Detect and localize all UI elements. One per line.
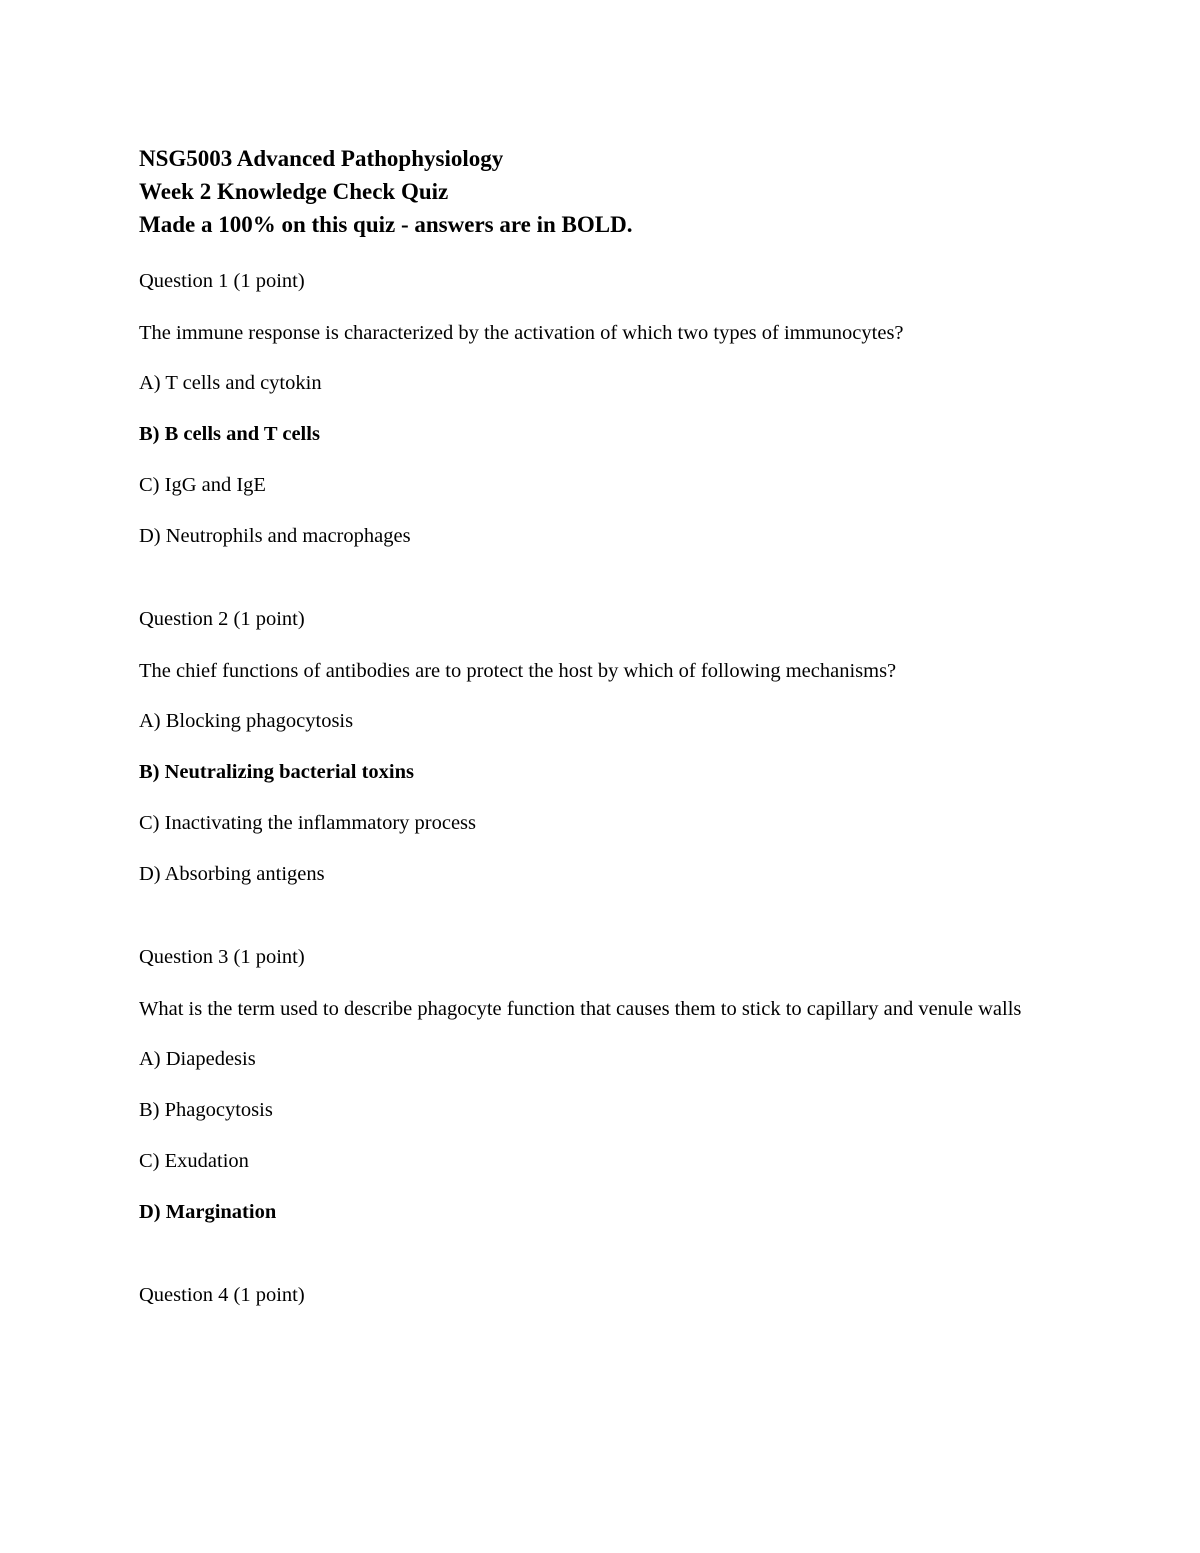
question-text: The immune response is characterized by the activation of which two types of immunocytes? <box>139 322 904 344</box>
question-title: Question 4 (1 point) <box>139 1284 305 1306</box>
question-1 <box>139 267 1039 550</box>
option-b: B) Phagocytosis <box>139 1099 273 1121</box>
question-4 <box>139 1281 1039 1309</box>
document-content <box>139 142 1039 1332</box>
option-a: A) T cells and cytokin <box>139 372 322 394</box>
option-c: C) IgG and IgE <box>139 474 266 496</box>
question-title: Question 2 (1 point) <box>139 608 305 630</box>
option-c: C) Inactivating the inflammatory process <box>139 812 477 834</box>
quiz-title: Week 2 Knowledge Check Quiz <box>139 179 449 204</box>
document-header <box>139 142 1039 241</box>
course-title: NSG5003 Advanced Pathophysiology <box>139 146 504 171</box>
option-b-correct: B) Neutralizing bacterial toxins <box>139 761 415 783</box>
spacer <box>139 1249 1039 1281</box>
question-text: The chief functions of antibodies are to protect the host by which of following mechanisms? <box>139 660 897 682</box>
option-d: D) Absorbing antigens <box>139 863 325 885</box>
quiz-note: Made a 100% on this quiz - answers are in BOLD. <box>139 212 633 237</box>
option-c: C) Exudation <box>139 1150 249 1172</box>
option-b-correct: B) B cells and T cells <box>139 423 320 445</box>
question-title: Question 3 (1 point) <box>139 946 305 968</box>
option-a: A) Diapedesis <box>139 1048 256 1070</box>
option-d: D) Neutrophils and macrophages <box>139 525 411 547</box>
question-text: What is the term used to describe phagocyte function that causes them to stick to capillary and venule walls <box>139 998 1022 1020</box>
question-3 <box>139 943 1039 1226</box>
spacer <box>139 573 1039 605</box>
question-2 <box>139 605 1039 888</box>
option-d-correct: D) Margination <box>139 1201 277 1223</box>
option-a: A) Blocking phagocytosis <box>139 710 354 732</box>
question-title: Question 1 (1 point) <box>139 270 305 292</box>
spacer <box>139 911 1039 943</box>
